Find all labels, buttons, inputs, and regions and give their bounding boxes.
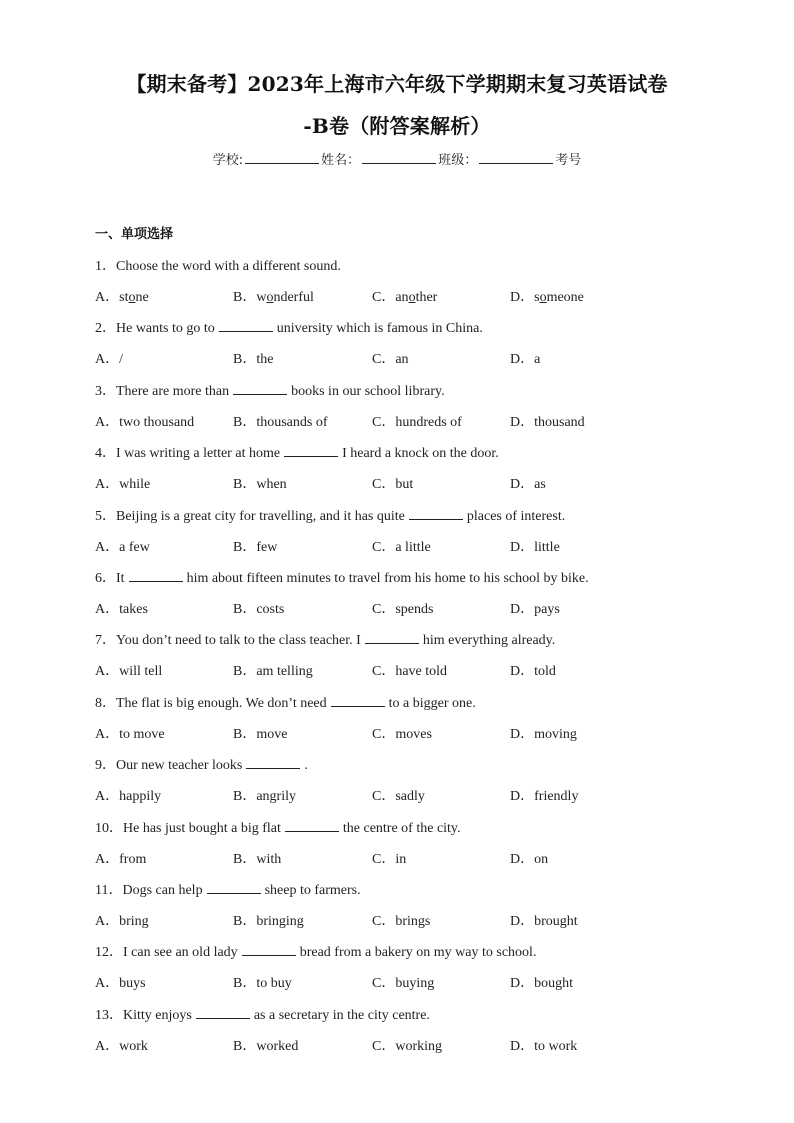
option-text: s [534, 290, 540, 305]
answer-blank [129, 569, 183, 582]
option-text: meone [546, 290, 584, 305]
question-number: 4． [95, 446, 116, 462]
option-label: A． [95, 789, 120, 805]
question-12 [95, 941, 715, 961]
option-label: A． [95, 726, 120, 742]
question-text-after-blank: university which is famous in China. [276, 321, 483, 337]
option-text: the [256, 352, 274, 368]
option-text: takes [119, 602, 148, 617]
option-label: B． [233, 664, 257, 680]
option-label: D． [510, 726, 535, 742]
option-a [95, 473, 150, 493]
option-text: to buy [256, 976, 292, 992]
option-text: angrily [256, 789, 296, 805]
option-text: worked [256, 1038, 299, 1054]
question-text-after-blank: bread from a bakery on my way to school. [299, 945, 537, 961]
option-d [510, 785, 578, 805]
option-text: bring [119, 914, 149, 929]
answer-blank [196, 1006, 250, 1019]
option-a [95, 348, 123, 368]
option-text: a few [119, 539, 150, 555]
option-b [233, 723, 287, 743]
option-text: thousands of [256, 414, 328, 430]
question-text-after-blank: him about fifteen minutes to travel from his home to his school by bike. [186, 571, 589, 586]
option-label: D． [510, 664, 535, 680]
option-label: D． [510, 352, 535, 368]
options-row [95, 536, 715, 554]
option-a [95, 785, 161, 805]
option-label: B． [233, 914, 257, 929]
option-label: C． [372, 914, 396, 929]
answer-blank [207, 881, 261, 894]
question-6 [95, 567, 715, 587]
option-text: w [256, 290, 267, 305]
answer-blank [285, 819, 339, 832]
exam-no-label: 考号 [555, 153, 582, 168]
option-label: D． [510, 414, 535, 430]
option-text: costs [256, 602, 285, 617]
option-label: D． [510, 789, 535, 805]
option-text: on [534, 851, 549, 867]
option-text: as [534, 477, 546, 493]
option-text: brought [534, 914, 578, 929]
exam-title-line1: 【期末备考】2023年上海市六年级下学期期末复习英语试卷 [126, 72, 668, 96]
option-d [510, 660, 556, 680]
question-number: 8． [95, 695, 116, 711]
option-a [95, 598, 148, 618]
option-b [233, 1035, 298, 1055]
question-4 [95, 442, 715, 462]
question-1 [95, 255, 715, 275]
option-b [233, 972, 292, 992]
question-text: Dogs can help [122, 883, 203, 898]
option-label: B． [233, 539, 257, 555]
options-row [95, 910, 715, 928]
option-c [372, 972, 434, 992]
option-d [510, 348, 540, 368]
option-label: B． [233, 290, 257, 305]
option-text: pays [534, 602, 560, 617]
options-row [95, 972, 715, 990]
options-row [95, 660, 715, 678]
underlined-letter: o [539, 290, 547, 305]
options-row [95, 785, 715, 803]
option-c [372, 1035, 442, 1055]
option-c [372, 348, 409, 368]
option-label: D． [510, 1038, 535, 1054]
question-text: There are more than [116, 383, 230, 399]
option-d [510, 473, 546, 493]
option-text: spends [395, 602, 434, 617]
question-number: 7． [95, 633, 116, 649]
option-c [372, 536, 431, 556]
option-text: ther [415, 290, 438, 305]
answer-blank [233, 382, 287, 395]
option-a [95, 286, 149, 306]
answer-blank [365, 631, 419, 644]
option-text: moves [395, 726, 432, 742]
question-text: You don’t need to talk to the class teacher. I [116, 633, 361, 649]
question-number: 1． [95, 259, 116, 274]
option-d [510, 723, 577, 743]
question-text: It [116, 571, 125, 586]
option-label: C． [372, 851, 396, 867]
option-d [510, 286, 584, 306]
option-c [372, 785, 425, 805]
exam-title-line2: -B卷（附答案解析） [303, 114, 491, 138]
answer-blank [284, 444, 338, 457]
option-text: an [395, 290, 409, 305]
options-row [95, 848, 715, 866]
question-number: 13． [95, 1007, 123, 1023]
option-d [510, 972, 573, 992]
option-text: when [256, 477, 287, 493]
option-text: am telling [256, 664, 313, 680]
school-blank [245, 150, 319, 164]
option-label: C． [372, 539, 396, 555]
option-label: C． [372, 290, 396, 305]
option-label: A． [95, 539, 120, 555]
option-text: to work [534, 1038, 578, 1054]
class-blank [479, 150, 553, 164]
option-text: from [119, 851, 147, 867]
name-blank [362, 150, 436, 164]
option-a [95, 723, 165, 743]
option-text: buys [119, 976, 146, 992]
option-label: D． [510, 477, 535, 493]
option-a [95, 972, 146, 992]
question-number: 11． [95, 883, 123, 898]
option-a [95, 1035, 148, 1055]
option-c [372, 286, 437, 306]
question-text: Choose the word with a different sound. [116, 259, 341, 274]
option-b [233, 598, 284, 618]
options-row [95, 473, 715, 491]
option-d [510, 536, 560, 556]
option-c [372, 660, 447, 680]
option-label: B． [233, 602, 257, 617]
question-text: Kitty enjoys [123, 1007, 192, 1023]
options-row [95, 286, 715, 304]
option-b [233, 910, 304, 930]
answer-blank [242, 943, 296, 956]
question-text: Our new teacher looks [116, 758, 243, 774]
question-number: 9． [95, 758, 116, 774]
option-text: bought [534, 976, 574, 992]
option-label: A． [95, 851, 120, 867]
question-text-after-blank: . [304, 758, 308, 774]
option-label: A． [95, 1038, 120, 1054]
question-number: 3． [95, 383, 116, 399]
question-text-after-blank: places of interest. [466, 508, 566, 524]
option-d [510, 848, 548, 868]
question-number: 5． [95, 508, 116, 524]
option-label: D． [510, 851, 535, 867]
option-label: B． [233, 414, 257, 430]
option-a [95, 910, 149, 930]
option-text: a little [395, 539, 431, 555]
options-row [95, 723, 715, 741]
option-b [233, 660, 313, 680]
question-text: He wants to go to [116, 321, 215, 337]
option-text: two thousand [119, 414, 195, 430]
option-text: / [119, 352, 124, 368]
option-text: nderful [273, 290, 314, 305]
option-text: moving [534, 726, 577, 742]
option-d [510, 1035, 577, 1055]
question-text-after-blank: the centre of the city. [342, 820, 461, 836]
option-text: st [119, 290, 129, 305]
option-c [372, 411, 462, 431]
option-label: B． [233, 976, 257, 992]
option-label: C． [372, 602, 396, 617]
question-text: I can see an old lady [123, 945, 238, 961]
answer-blank [246, 756, 300, 769]
class-label: 班级： [438, 153, 478, 168]
option-b [233, 286, 314, 306]
option-a [95, 536, 150, 556]
option-a [95, 660, 162, 680]
option-b [233, 536, 277, 556]
option-label: C． [372, 664, 396, 680]
option-label: C． [372, 789, 396, 805]
option-text: sadly [395, 789, 425, 805]
option-text: told [534, 664, 556, 680]
option-text: move [256, 726, 288, 742]
question-9 [95, 754, 715, 774]
option-text: friendly [534, 789, 579, 805]
question-number: 6． [95, 571, 116, 586]
question-number: 12． [95, 945, 123, 961]
option-b [233, 411, 328, 431]
option-b [233, 348, 273, 368]
answer-blank [219, 319, 273, 332]
option-c [372, 598, 433, 618]
answer-blank [331, 694, 385, 707]
option-text: buying [395, 976, 435, 992]
question-8 [95, 692, 715, 712]
question-number: 10． [95, 820, 123, 836]
option-label: A． [95, 602, 120, 617]
option-c [372, 910, 430, 930]
option-label: D． [510, 290, 535, 305]
option-label: C． [372, 976, 396, 992]
option-text: have told [395, 664, 448, 680]
school-label: 学校: [212, 153, 244, 168]
question-10 [95, 817, 715, 837]
question-13 [95, 1004, 715, 1024]
question-text-after-blank: to a bigger one. [388, 695, 476, 711]
option-text: while [119, 477, 151, 493]
option-label: A． [95, 976, 120, 992]
option-label: C． [372, 1038, 396, 1054]
question-text: I was writing a letter at home [116, 446, 281, 462]
question-5 [95, 505, 715, 525]
option-text: ne [135, 290, 149, 305]
question-text-after-blank: as a secretary in the city centre. [253, 1007, 430, 1023]
option-label: A． [95, 352, 120, 368]
question-text-after-blank: him everything already. [422, 633, 556, 649]
option-text: hundreds of [395, 414, 462, 430]
option-text: few [256, 539, 278, 555]
option-d [510, 411, 585, 431]
option-text: with [256, 851, 282, 867]
option-label: C． [372, 726, 396, 742]
question-text-after-blank: books in our school library. [291, 383, 445, 399]
question-text: Beijing is a great city for travelling, and it has quite [116, 508, 405, 524]
answer-blank [409, 507, 463, 520]
options-row [95, 411, 715, 429]
option-label: A． [95, 477, 120, 493]
option-b [233, 785, 296, 805]
option-label: D． [510, 976, 535, 992]
question-number: 2． [95, 321, 116, 337]
option-label: B． [233, 789, 257, 805]
option-label: B． [233, 477, 257, 493]
option-b [233, 848, 281, 868]
underlined-letter: o [266, 290, 274, 305]
option-label: B． [233, 851, 257, 867]
option-text: bringing [256, 914, 304, 929]
option-text: little [534, 539, 560, 555]
option-c [372, 723, 432, 743]
option-text: a [534, 352, 541, 368]
option-text: in [395, 851, 407, 867]
question-11 [95, 879, 715, 899]
option-a [95, 411, 194, 431]
option-label: C． [372, 477, 396, 493]
name-label: 姓名： [321, 153, 361, 168]
option-label: B． [233, 352, 257, 368]
option-c [372, 848, 406, 868]
option-label: D． [510, 602, 535, 617]
question-2 [95, 317, 715, 337]
underlined-letter: o [408, 290, 416, 305]
option-label: C． [372, 352, 396, 368]
option-label: C． [372, 414, 396, 430]
option-d [510, 910, 578, 930]
question-text-after-blank: sheep to farmers. [264, 883, 361, 898]
question-7 [95, 629, 715, 649]
section-title: 一、单项选择 [95, 227, 174, 242]
option-label: A． [95, 290, 120, 305]
option-label: A． [95, 414, 120, 430]
options-row [95, 598, 715, 616]
option-label: B． [233, 1038, 257, 1054]
option-b [233, 473, 287, 493]
option-label: B． [233, 726, 257, 742]
option-d [510, 598, 560, 618]
option-text: an [395, 352, 409, 368]
options-row [95, 348, 715, 366]
option-text: work [119, 1038, 148, 1054]
option-label: D． [510, 539, 535, 555]
option-label: A． [95, 664, 120, 680]
option-text: thousand [534, 414, 585, 430]
option-a [95, 848, 146, 868]
option-text: will tell [119, 664, 163, 680]
option-c [372, 473, 413, 493]
options-row [95, 1035, 715, 1053]
student-info-row [0, 149, 794, 168]
option-label: D． [510, 914, 535, 929]
underlined-letter: o [128, 290, 136, 305]
question-text: He has just bought a big flat [123, 820, 281, 836]
question-text-after-blank: I heard a knock on the door. [342, 446, 499, 462]
option-label: A． [95, 914, 120, 929]
option-text: working [395, 1038, 443, 1054]
option-text: to move [119, 726, 165, 742]
question-text: The flat is big enough. We don’t need [116, 695, 327, 711]
question-3 [95, 380, 715, 400]
option-text: happily [119, 789, 162, 805]
option-text: brings [395, 914, 431, 929]
option-text: but [395, 477, 414, 493]
